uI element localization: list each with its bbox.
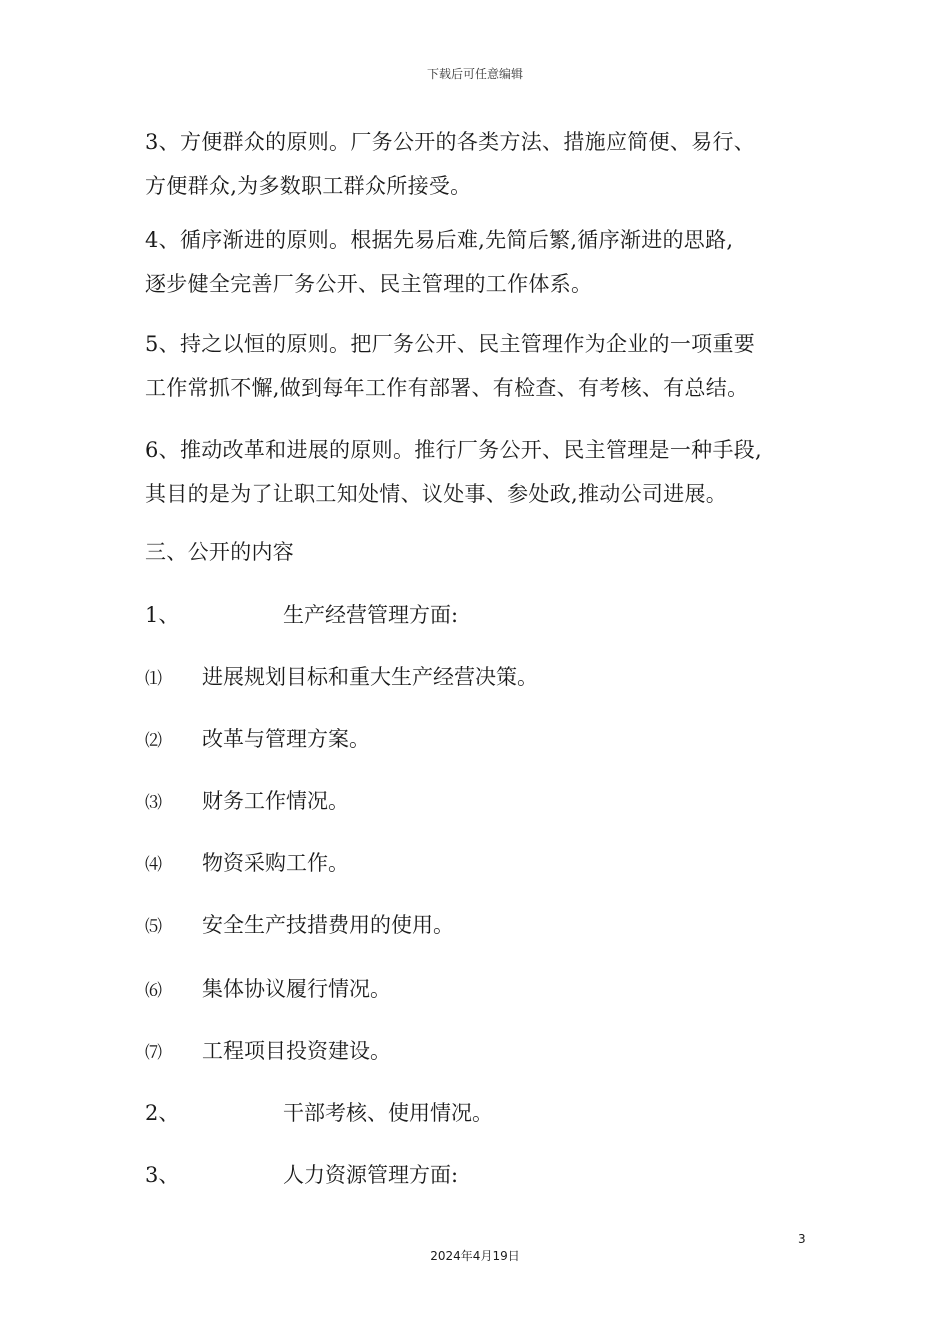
paragraph-line: 4、循序渐进的原则。根据先易后难,先简后繁,循序渐进的思路, <box>145 228 734 252</box>
sub-item-text: 物资采购工作。 <box>202 851 349 875</box>
sub-list-item <box>145 724 370 756</box>
list-item <box>145 1160 458 1190</box>
list-item <box>145 600 458 630</box>
paragraph-line: 方便群众,为多数职工群众所接受。 <box>145 174 472 198</box>
paragraph-line: 6、推动改革和进展的原则。推行厂务公开、民主管理是一种手段, <box>145 438 763 462</box>
paragraph-principle-5 <box>145 322 825 410</box>
page-header: 下载后可任意编辑 <box>426 67 523 81</box>
paragraph-principle-6 <box>145 428 825 516</box>
sub-item-number: ⑹ <box>145 981 162 1001</box>
sub-item-text: 安全生产技措费用的使用。 <box>202 913 454 937</box>
sub-item-number: ⑶ <box>145 793 162 813</box>
sub-item-text: 工程项目投资建设。 <box>202 1039 391 1063</box>
list-item <box>145 1098 493 1128</box>
section-heading: 三、公开的内容 <box>145 540 295 564</box>
paragraph-line: 3、方便群众的原则。厂务公开的各类方法、措施应简便、易行、 <box>145 130 756 154</box>
list-item-text: 生产经营管理方面: <box>283 603 459 627</box>
sub-item-number: ⑴ <box>145 669 162 689</box>
page-number: 3 <box>798 1232 806 1246</box>
paragraph-principle-4 <box>145 218 825 306</box>
sub-list-item <box>145 910 454 942</box>
sub-list-item <box>145 1036 391 1068</box>
sub-item-number: ⑺ <box>145 1043 162 1063</box>
sub-item-text: 财务工作情况。 <box>202 789 349 813</box>
sub-item-number: ⑷ <box>145 855 162 875</box>
paragraph-principle-3 <box>145 120 825 208</box>
sub-list-item <box>145 662 538 694</box>
list-item-number: 3、 <box>145 1163 180 1187</box>
list-item-text: 干部考核、使用情况。 <box>283 1101 493 1125</box>
sub-item-text: 改革与管理方案。 <box>202 727 370 751</box>
sub-list-item <box>145 974 391 1006</box>
list-item-text: 人力资源管理方面: <box>283 1163 459 1187</box>
sub-item-text: 集体协议履行情况。 <box>202 977 391 1001</box>
list-item-number: 1、 <box>145 603 180 627</box>
paragraph-line: 5、持之以恒的原则。把厂务公开、民主管理作为企业的一项重要 <box>145 332 756 356</box>
sub-item-number: ⑵ <box>145 731 162 751</box>
sub-list-item <box>145 848 349 880</box>
sub-item-number: ⑸ <box>145 917 162 937</box>
page-footer-date: 2024年4月19日 <box>430 1249 520 1263</box>
paragraph-line: 其目的是为了让职工知处情、议处事、参处政,推动公司进展。 <box>145 482 728 506</box>
list-item-number: 2、 <box>145 1101 180 1125</box>
sub-list-item <box>145 786 349 818</box>
paragraph-line: 工作常抓不懈,做到每年工作有部署、有检查、有考核、有总结。 <box>145 376 749 400</box>
paragraph-line: 逐步健全完善厂务公开、民主管理的工作体系。 <box>145 272 593 296</box>
sub-item-text: 进展规划目标和重大生产经营决策。 <box>202 665 538 689</box>
